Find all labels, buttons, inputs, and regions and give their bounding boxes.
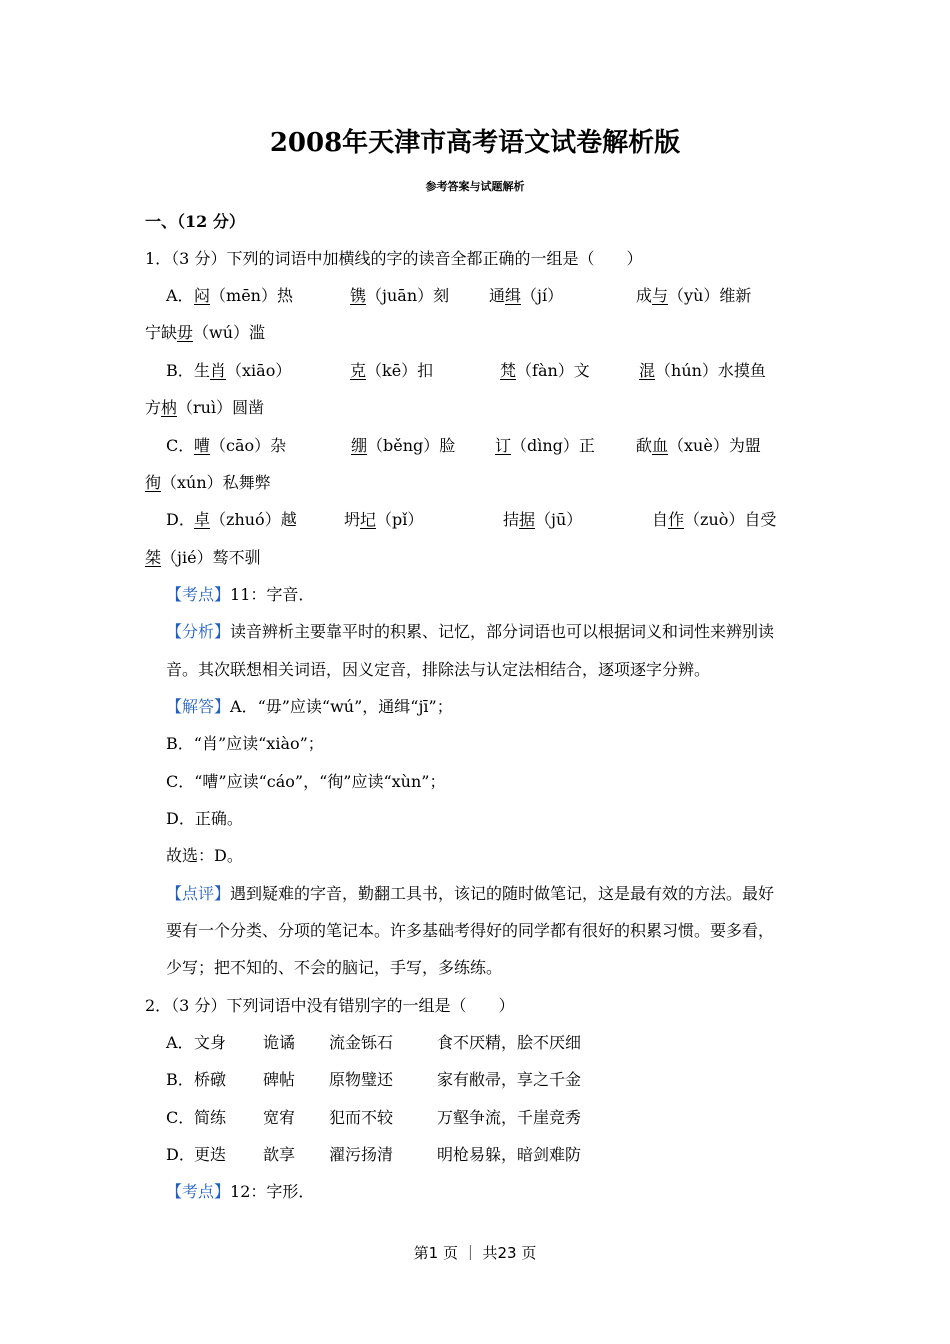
- q1-option-d-word1: 卓（zhuó）越: [194, 510, 297, 529]
- q1-option-d-word3: 拮据（jū）: [503, 510, 583, 529]
- q1-option-c-label: C．: [166, 436, 195, 455]
- q1-jieda-line2: B．“肖”应读“xiào”；: [166, 734, 324, 753]
- q2-option-c-c2: 宽宥: [263, 1108, 296, 1127]
- q2-kaodian: 【考点】12：字形．: [166, 1182, 315, 1201]
- q2-option-a: A．: [166, 1033, 194, 1052]
- q1-option-a-word1: 闷（mēn）热: [194, 286, 293, 305]
- section-heading: 一、（12 分）: [145, 212, 245, 231]
- q2-option-c: C．: [166, 1108, 195, 1127]
- q1-dianping-line1: 【点评】遇到疑难的字音，勤翻工具书，该记的随时做笔记，这是最有效的方法。最好: [166, 884, 775, 903]
- q1-option-d-word5: 桀（jié）骜不驯: [145, 548, 261, 567]
- q2-option-a-c1: 文身: [194, 1033, 227, 1052]
- q1-option-c-word1: 嘈（cāo）杂: [194, 436, 287, 455]
- q1-dianping-line3: 少写；把不知的、不会的脑记，手写，多练练。: [166, 958, 503, 977]
- q1-dianping-line2: 要有一个分类、分项的笔记本。许多基础考得好的同学都有很好的积累习惯。要多看，: [166, 921, 775, 940]
- q1-option-d-word2: 坍圮（pǐ）: [344, 510, 424, 529]
- q1-fenxi-line1: 【分析】读音辨析主要靠平时的积累、记忆，部分词语也可以根据词义和词性来辨别读: [166, 622, 775, 641]
- q1-fenxi-line2: 音。其次联想相关词语，因义定音，排除法与认定法相结合，逐项逐字分辨。: [166, 660, 711, 679]
- q1-option-a-word4: 成与（yù）维新: [636, 286, 752, 305]
- q1-jieda-line4: D．正确。: [166, 809, 243, 828]
- q1-option-a-word5: 宁缺毋（wú）滥: [145, 323, 266, 342]
- q2-option-b-c4: 家有敝帚，享之千金: [437, 1070, 582, 1089]
- q1-option-b-word2: 克（kē）扣: [350, 361, 434, 380]
- q2-option-b-c3: 原物璧还: [329, 1070, 394, 1089]
- question-1-stem: 1．（3 分）下列的词语中加横线的字的读音全都正确的一组是（ ）: [145, 249, 643, 268]
- page-subtitle: 参考答案与试题解析: [425, 180, 525, 193]
- q1-jieda-line3: C．“嘈”应读“cáo”，“徇”应读“xùn”；: [166, 772, 446, 791]
- question-2-stem: 2．（3 分）下列词语中没有错别字的一组是（ ）: [145, 996, 515, 1015]
- page-footer: 第1 页 ｜ 共23 页: [413, 1244, 537, 1262]
- q2-option-b-c1: 桥礅: [194, 1070, 227, 1089]
- q2-option-d-c4: 明枪易躲，暗剑难防: [437, 1145, 582, 1164]
- q1-option-d-label: D．: [166, 510, 195, 529]
- q1-option-c-word4: 歃血（xuè）为盟: [636, 436, 761, 455]
- q2-option-d-c2: 歆享: [263, 1145, 296, 1164]
- q1-option-a-word2: 镌（juān）刻: [350, 286, 450, 305]
- q1-kaodian: 【考点】11：字音．: [166, 585, 315, 604]
- q1-option-c-word3: 订（dìng）正: [495, 436, 595, 455]
- q2-option-b: B．: [166, 1070, 194, 1089]
- q1-option-a-word3: 通缉（jí）: [489, 286, 564, 305]
- q1-option-b-label: B．: [166, 361, 194, 380]
- q2-option-d-c3: 濯污扬清: [329, 1145, 394, 1164]
- q2-option-d-c1: 更迭: [194, 1145, 227, 1164]
- q2-option-a-c2: 诡谲: [263, 1033, 296, 1052]
- page-title: 2008年天津市高考语文试卷解析版: [269, 128, 681, 158]
- q1-option-b-word1: 生肖（xiāo）: [194, 361, 292, 380]
- q1-option-b-word5: 方枘（ruì）圆凿: [145, 398, 265, 417]
- q2-option-a-c3: 流金铄石: [329, 1033, 394, 1052]
- q1-jieda-line1: 【解答】A．“毋”应读“wú”，通缉“jī”；: [166, 697, 453, 716]
- q1-option-a-label: A．: [166, 286, 194, 305]
- q1-answer: 故选：D。: [166, 846, 243, 865]
- q2-option-c-c3: 犯而不较: [329, 1108, 394, 1127]
- q2-option-c-c1: 简练: [194, 1108, 227, 1127]
- q1-option-b-word3: 梵（fàn）文: [500, 361, 590, 380]
- q2-option-b-c2: 碑帖: [263, 1070, 296, 1089]
- q1-option-c-word5: 徇（xún）私舞弊: [145, 473, 271, 492]
- q2-option-d: D．: [166, 1145, 195, 1164]
- q1-option-b-word4: 混（hún）水摸鱼: [639, 361, 766, 380]
- q2-option-c-c4: 万壑争流，千崖竞秀: [437, 1108, 582, 1127]
- q1-option-c-word2: 绷（běng）脸: [351, 436, 456, 455]
- q2-option-a-c4: 食不厌精，脍不厌细: [437, 1033, 582, 1052]
- q1-option-d-word4: 自作（zuò）自受: [652, 510, 777, 529]
